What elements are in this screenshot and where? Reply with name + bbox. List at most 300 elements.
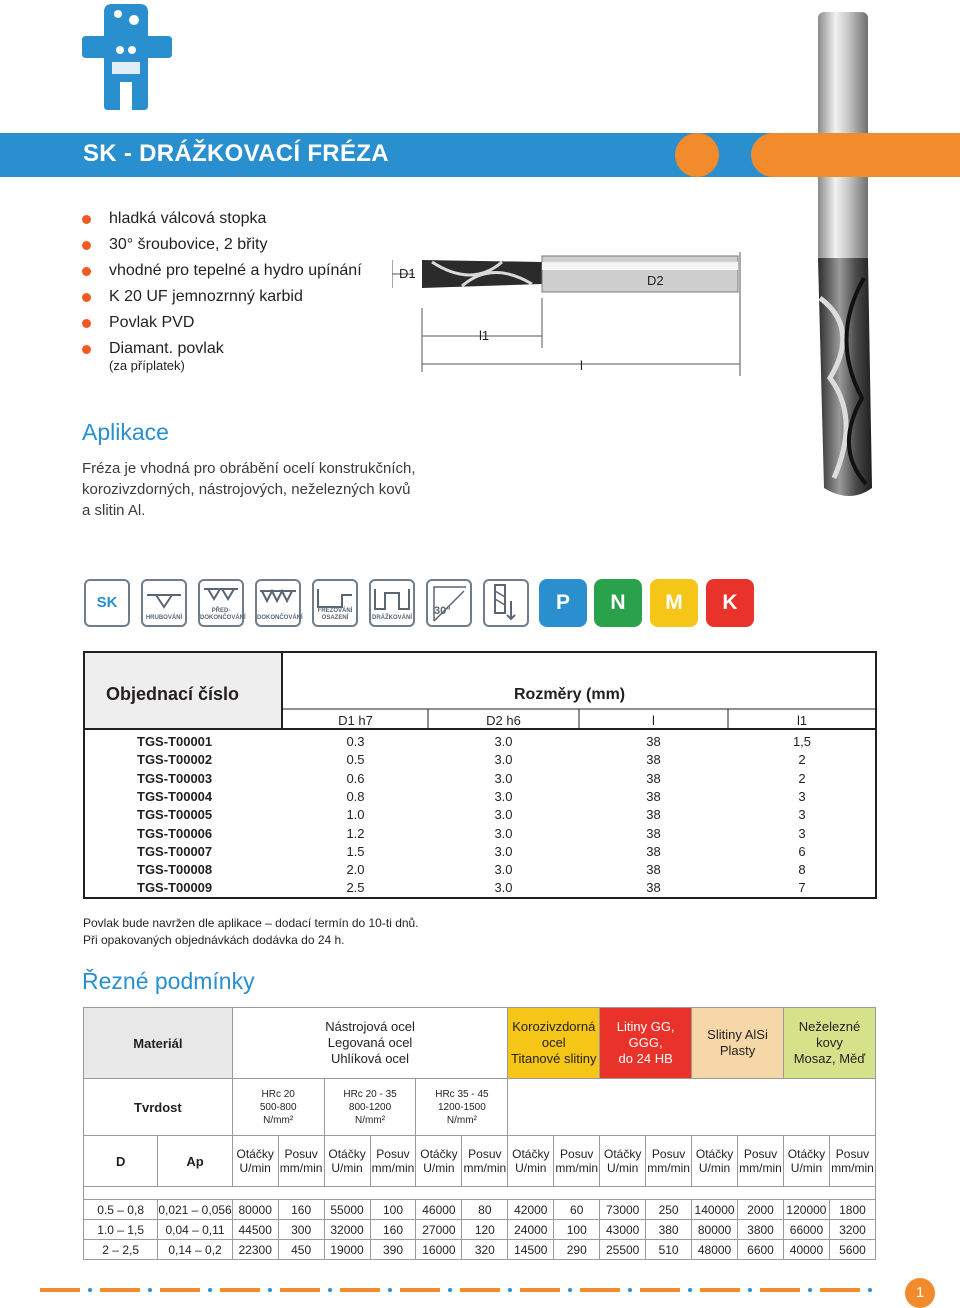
label-d1: D1: [399, 266, 416, 281]
order-code: TGS-T00001: [137, 734, 213, 749]
delivery-note: [83, 915, 419, 949]
diameter-header-text: D: [115, 1153, 126, 1169]
rpm-value-text: 80000: [697, 1222, 732, 1237]
feed-value: [278, 1220, 324, 1240]
order-value: 38: [646, 807, 661, 823]
rpm-header: [324, 1136, 370, 1187]
rpm-value: [692, 1240, 738, 1260]
rpm-header: [783, 1136, 829, 1187]
rpm-value: [783, 1240, 829, 1260]
rpm-value-text: 66000: [789, 1222, 824, 1237]
rpm-value-text: 73000: [605, 1202, 640, 1217]
footer-dot: [748, 1288, 752, 1292]
feed-value: [829, 1240, 875, 1260]
order-value: 3.0: [494, 825, 513, 841]
col-d1: D1 h7: [338, 713, 373, 728]
footer-dash: [400, 1288, 440, 1292]
feed-value: [646, 1200, 692, 1220]
diameter-header: [84, 1136, 158, 1187]
hardness-row: [84, 1079, 876, 1136]
rpm-value-text: 32000: [330, 1222, 364, 1237]
feed-header: [738, 1136, 784, 1187]
decor-pill: [751, 133, 960, 177]
feed-value: [554, 1240, 600, 1260]
order-value: 2: [798, 752, 806, 768]
footer-dash: [160, 1288, 200, 1292]
order-row: [83, 770, 876, 788]
order-code: TGS-T00003: [137, 770, 213, 786]
rpm-header-text: Otáčky: [420, 1147, 458, 1161]
material-group: [232, 1008, 508, 1079]
feed-header-text: Posuv: [284, 1147, 318, 1161]
rpm-value-text: 40000: [789, 1242, 824, 1257]
order-row: [83, 843, 876, 861]
material-group: [600, 1008, 692, 1079]
rpm-value: [232, 1220, 278, 1240]
footer-dot: [448, 1288, 452, 1292]
order-row: [83, 806, 876, 824]
feed-value-text: 390: [382, 1242, 403, 1257]
cutting-data-row: [84, 1200, 876, 1220]
tool-diagram: [392, 248, 752, 376]
material-group-text: Uhlíková ocel: [331, 1051, 410, 1066]
material-group: [508, 1008, 600, 1079]
feature-note: (za příplatek): [109, 358, 185, 373]
cutting-data-row: [84, 1240, 876, 1260]
material-group: [692, 1008, 784, 1079]
shoulder-milling-icon: [312, 579, 358, 627]
order-value: 2.5: [346, 880, 365, 896]
helix-angle-icon: [426, 579, 472, 627]
rpm-value: [232, 1240, 278, 1260]
feed-value: [278, 1240, 324, 1260]
rpm-header-text: U/min: [423, 1161, 455, 1175]
material-group-text: Slitiny AlSi: [707, 1027, 768, 1042]
diameter-range: [84, 1240, 158, 1260]
rpm-value: [416, 1220, 462, 1240]
order-row: [83, 788, 876, 806]
order-value: 3.0: [494, 843, 513, 859]
rpm-header-text: Otáčky: [328, 1147, 366, 1161]
rpm-value: [692, 1220, 738, 1240]
footer-dot: [148, 1288, 152, 1292]
feed-header-text: Posuv: [651, 1147, 686, 1161]
rpm-value: [508, 1200, 554, 1220]
material-p-tile: P: [539, 579, 587, 627]
hardness-value-text: HRc 20 - 35: [343, 1088, 397, 1100]
col-l: l: [652, 713, 655, 728]
rpm-header-text: Otáčky: [236, 1147, 274, 1161]
order-value: 3.0: [494, 770, 513, 786]
hardness-value: [416, 1079, 508, 1136]
hardness-value-text: HRc 20: [261, 1088, 295, 1100]
hardness-value-text: 800-1200: [348, 1101, 392, 1113]
hardness-value-text: N/mm²: [355, 1114, 386, 1126]
finishing-icon: [255, 579, 301, 627]
diameter-range-text: 0.5 – 0,8: [97, 1202, 144, 1217]
feed-value: [462, 1200, 508, 1220]
feature-item: Diamant. povlak: [82, 336, 362, 362]
feed-value-text: 1800: [839, 1202, 866, 1217]
spacer-row: [84, 1187, 876, 1200]
column-header-row: [84, 1136, 876, 1187]
page-number: 1: [905, 1278, 935, 1308]
ap-header-text: Ap: [186, 1153, 204, 1169]
order-number-header: Objednací číslo: [106, 684, 240, 704]
order-value: 38: [646, 843, 661, 859]
footer-dot: [808, 1288, 812, 1292]
rpm-value: [600, 1200, 646, 1220]
feed-value-text: 3200: [839, 1222, 866, 1237]
order-value: 0.6: [346, 770, 365, 786]
footer-dot: [868, 1288, 872, 1292]
rpm-value-text: 14500: [514, 1242, 548, 1257]
material-n-tile: N: [594, 579, 642, 627]
feed-value-text: 160: [382, 1222, 403, 1237]
rpm-value: [232, 1200, 278, 1220]
rpm-value-text: 19000: [330, 1242, 364, 1257]
material-group-text: Mosaz, Měď: [793, 1051, 866, 1066]
footer-dash: [820, 1288, 860, 1292]
feature-item: hladká válcová stopka: [82, 206, 362, 232]
feed-value-text: 290: [566, 1242, 587, 1257]
feature-item: 30° šroubovice, 2 břity: [82, 232, 362, 258]
feed-value-text: 510: [658, 1242, 679, 1257]
feed-value: [370, 1200, 416, 1220]
feed-value-text: 100: [566, 1222, 587, 1237]
rpm-header: [416, 1136, 462, 1187]
feed-header: [829, 1136, 875, 1187]
ap-range: [158, 1220, 232, 1240]
delivery-note-line: Povlak bude navržen dle aplikace – dodací termín do 10-ti dnů.: [83, 916, 419, 930]
footer-dot: [568, 1288, 572, 1292]
order-value: 3.0: [494, 752, 513, 768]
ap-range: [158, 1200, 232, 1220]
rpm-value: [600, 1240, 646, 1260]
order-value: 3.0: [494, 734, 513, 749]
order-value: 1.2: [346, 825, 365, 841]
rpm-value-text: 22300: [238, 1242, 272, 1257]
diameter-range-text: 1.0 – 1,5: [97, 1222, 144, 1237]
material-group-text: kovy: [816, 1035, 843, 1050]
feed-value: [829, 1200, 875, 1220]
label-d2: D2: [647, 273, 664, 288]
feed-value: [462, 1220, 508, 1240]
material-label-text: Materiál: [133, 1035, 183, 1051]
page-title: SK - DRÁŽKOVACÍ FRÉZA: [83, 140, 389, 167]
diameter-range: [84, 1220, 158, 1240]
hardness-label-text: Tvrdost: [134, 1099, 182, 1115]
rpm-header-text: Otáčky: [787, 1147, 826, 1161]
rpm-value-text: 140000: [694, 1202, 735, 1217]
ap-header: [158, 1136, 232, 1187]
feed-header-text: Posuv: [560, 1147, 594, 1161]
footer-dot: [508, 1288, 512, 1292]
label-l1: l1: [479, 328, 490, 343]
roughing-icon: [141, 579, 187, 627]
rpm-value-text: 24000: [514, 1222, 548, 1237]
helix-angle-label: 30°: [434, 605, 451, 617]
feed-header-text: mm/min: [739, 1161, 782, 1175]
rpm-value: [783, 1200, 829, 1220]
rpm-header-text: U/min: [606, 1161, 639, 1175]
footer-dash: [220, 1288, 260, 1292]
footer-dot: [388, 1288, 392, 1292]
footer-dash: [580, 1288, 620, 1292]
rpm-value-text: 42000: [514, 1202, 548, 1217]
footer-dash: [40, 1288, 80, 1292]
order-row: [83, 751, 876, 769]
feed-value: [738, 1220, 784, 1240]
rpm-value: [416, 1240, 462, 1260]
material-m-tile: M: [650, 579, 698, 627]
shoulder-milling-label-1: FRÉZOVÁNÍ: [317, 608, 353, 614]
sk-icon-label: SK: [96, 594, 118, 611]
order-value: 38: [646, 862, 661, 878]
order-value: 38: [646, 770, 661, 786]
semi-finishing-label-2: DOKONČOVÁNÍ: [200, 615, 246, 621]
footer-dash: [280, 1288, 320, 1292]
col-d2: D2 h6: [486, 713, 521, 728]
shoulder-milling-label-2: OSAZENÍ: [321, 615, 349, 621]
rpm-value-text: 16000: [422, 1242, 456, 1257]
decor-dot: [675, 133, 719, 177]
footer-dash: [760, 1288, 800, 1292]
hardness-value-text: HRc 35 - 45: [435, 1088, 489, 1100]
feed-header-text: mm/min: [647, 1161, 690, 1175]
feed-value: [738, 1240, 784, 1260]
order-code: TGS-T00008: [137, 862, 213, 878]
rpm-header: [232, 1136, 278, 1187]
ap-range-text: 0,04 – 0,11: [165, 1222, 225, 1237]
material-row: [84, 1008, 876, 1079]
feed-header-text: Posuv: [743, 1147, 778, 1161]
feed-header: [554, 1136, 600, 1187]
material-group-text: Plasty: [719, 1043, 756, 1058]
feed-value-text: 450: [291, 1242, 312, 1257]
order-value: 6: [798, 843, 806, 859]
semi-finishing-icon: [198, 579, 244, 627]
footer-dash: [700, 1288, 740, 1292]
end-mill-photo: [790, 8, 900, 508]
order-value: 2.0: [346, 862, 365, 878]
feed-value-text: 60: [570, 1202, 584, 1217]
feature-list: [82, 206, 362, 362]
diameter-range: [84, 1200, 158, 1220]
order-row: [83, 879, 876, 897]
rpm-value: [324, 1220, 370, 1240]
finishing-label: DOKONČOVÁNÍ: [257, 615, 303, 621]
footer-dash: [520, 1288, 560, 1292]
feed-value-text: 80: [478, 1202, 492, 1217]
order-code: TGS-T00006: [137, 825, 213, 841]
hardness-value: [324, 1079, 416, 1136]
feed-header: [462, 1136, 508, 1187]
rpm-value-text: 27000: [422, 1222, 456, 1237]
material-group-text: Korozivzdorná: [512, 1019, 596, 1034]
feed-value: [738, 1200, 784, 1220]
feed-value: [370, 1240, 416, 1260]
order-value: 3: [798, 825, 806, 841]
order-code: TGS-T00007: [137, 843, 213, 859]
order-value: 3.0: [494, 880, 513, 896]
feed-value-text: 5600: [839, 1242, 866, 1257]
feed-value-text: 6600: [747, 1242, 774, 1257]
material-k-tile: K: [706, 579, 754, 627]
order-value: 38: [646, 752, 661, 768]
label-l: l: [580, 358, 583, 373]
feed-value: [829, 1220, 875, 1240]
feed-value: [554, 1220, 600, 1240]
rpm-value-text: 120000: [786, 1202, 827, 1217]
order-row: [83, 825, 876, 843]
order-code: TGS-T00004: [137, 788, 213, 804]
material-group: [783, 1008, 875, 1079]
dimensions-header: Rozměry (mm): [514, 686, 626, 703]
rpm-header: [600, 1136, 646, 1187]
feed-value: [646, 1240, 692, 1260]
rpm-header-text: Otáčky: [695, 1147, 734, 1161]
feed-value: [462, 1240, 508, 1260]
material-group-text: Litiny GG,: [616, 1019, 675, 1034]
cutting-data-row: [84, 1220, 876, 1240]
feed-header-text: mm/min: [555, 1161, 599, 1175]
footer-dot: [688, 1288, 692, 1292]
material-group-text: Legovaná ocel: [327, 1035, 413, 1050]
feature-item: K 20 UF jemnozrnný karbid: [82, 284, 362, 310]
footer-dot: [88, 1288, 92, 1292]
feed-header-text: mm/min: [463, 1161, 507, 1175]
rpm-header-text: U/min: [790, 1161, 823, 1175]
order-value: 2: [798, 770, 806, 786]
order-value: 3.0: [494, 788, 513, 804]
feed-header-text: mm/min: [371, 1161, 415, 1175]
footer-dot: [268, 1288, 272, 1292]
rpm-value: [324, 1200, 370, 1220]
order-value: 3: [798, 807, 806, 823]
rpm-header-text: Otáčky: [512, 1147, 550, 1161]
rpm-header-text: U/min: [331, 1161, 363, 1175]
rpm-header: [508, 1136, 554, 1187]
rpm-value: [508, 1220, 554, 1240]
application-text: [82, 458, 512, 521]
feed-header: [646, 1136, 692, 1187]
ap-range-text: 0,021 – 0,056: [158, 1202, 232, 1217]
feed-value-text: 120: [474, 1222, 495, 1237]
application-line: korozivzdorných, nástrojových, neželezných kovů: [82, 481, 411, 498]
rpm-value: [416, 1200, 462, 1220]
order-code: TGS-T00002: [137, 752, 213, 768]
cutting-table: [83, 1007, 876, 1260]
order-value: 0.3: [346, 734, 365, 749]
footer-dot: [328, 1288, 332, 1292]
feed-header-text: Posuv: [376, 1147, 410, 1161]
footer-dot: [208, 1288, 212, 1292]
rpm-value: [324, 1240, 370, 1260]
feed-header: [370, 1136, 416, 1187]
material-group-text: do 24 HB: [618, 1051, 673, 1066]
hardness-value-text: N/mm²: [263, 1114, 294, 1126]
hardness-label: [84, 1079, 233, 1136]
feed-header-text: mm/min: [279, 1161, 323, 1175]
ap-range-text: 0,14 – 0,2: [168, 1242, 222, 1257]
footer-dash: [640, 1288, 680, 1292]
rpm-value-text: 43000: [605, 1222, 640, 1237]
rpm-header-text: Otáčky: [603, 1147, 642, 1161]
hardness-value: [232, 1079, 324, 1136]
rpm-value: [600, 1220, 646, 1240]
rpm-header-text: U/min: [239, 1161, 271, 1175]
application-title: Aplikace: [82, 419, 169, 445]
order-value: 8: [798, 862, 806, 878]
rpm-value: [692, 1200, 738, 1220]
plunge-icon: [483, 579, 529, 627]
rpm-value-text: 46000: [422, 1202, 456, 1217]
order-value: 38: [646, 734, 661, 749]
rpm-header-text: U/min: [515, 1161, 547, 1175]
feed-header-text: Posuv: [468, 1147, 502, 1161]
rpm-value: [508, 1240, 554, 1260]
rpm-value-text: 80000: [238, 1202, 272, 1217]
feed-header: [278, 1136, 324, 1187]
order-value: 38: [646, 825, 661, 841]
feed-value-text: 160: [291, 1202, 312, 1217]
material-group-text: GGG,: [628, 1035, 663, 1050]
footer-dot: [628, 1288, 632, 1292]
order-row: [83, 733, 876, 751]
hardness-value-text: 500-800: [259, 1101, 297, 1113]
rpm-value-text: 55000: [330, 1202, 364, 1217]
diameter-range-text: 2 – 2,5: [102, 1242, 139, 1257]
slotting-icon: [369, 579, 415, 627]
feature-item: vhodné pro tepelné a hydro upínání: [82, 258, 362, 284]
feed-value-text: 3800: [747, 1222, 774, 1237]
feed-value-text: 2000: [747, 1202, 774, 1217]
material-group-text: Neželezné: [798, 1019, 861, 1034]
feed-value-text: 300: [291, 1222, 312, 1237]
feed-value-text: 100: [382, 1202, 403, 1217]
order-value: 0.8: [346, 788, 365, 804]
material-group-text: Nástrojová ocel: [325, 1019, 415, 1034]
ap-range: [158, 1240, 232, 1260]
order-value: 38: [646, 880, 661, 896]
rpm-value-text: 44500: [238, 1222, 272, 1237]
application-line: Fréza je vhodná pro obrábění ocelí konstrukčních,: [82, 460, 416, 477]
order-value: 3.0: [494, 862, 513, 878]
feed-value: [278, 1200, 324, 1220]
rpm-header-text: U/min: [698, 1161, 731, 1175]
order-value: 38: [646, 788, 661, 804]
hardness-value-text: N/mm²: [446, 1114, 477, 1126]
feed-header-text: Posuv: [835, 1147, 870, 1161]
slotting-label: DRÁŽKOVÁNÍ: [372, 615, 412, 621]
order-code: TGS-T00005: [137, 807, 213, 823]
application-line: a slitin Al.: [82, 502, 146, 519]
feed-value-text: 250: [658, 1202, 679, 1217]
order-value: 3.0: [494, 807, 513, 823]
feed-header-text: mm/min: [831, 1161, 874, 1175]
feed-value-text: 320: [474, 1242, 495, 1257]
footer-dash: [460, 1288, 500, 1292]
hardness-value-text: 1200-1500: [437, 1101, 486, 1113]
cutting-title: Řezné podmínky: [82, 968, 255, 994]
order-code: TGS-T00009: [137, 880, 213, 896]
order-value: 0.5: [346, 752, 365, 768]
col-l1: l1: [796, 713, 808, 728]
spacer-cell: [84, 1187, 876, 1200]
roughing-label: HRUBOVÁNÍ: [145, 615, 183, 621]
delivery-note-line: Při opakovaných objednávkách dodávka do 24 h.: [83, 933, 345, 947]
